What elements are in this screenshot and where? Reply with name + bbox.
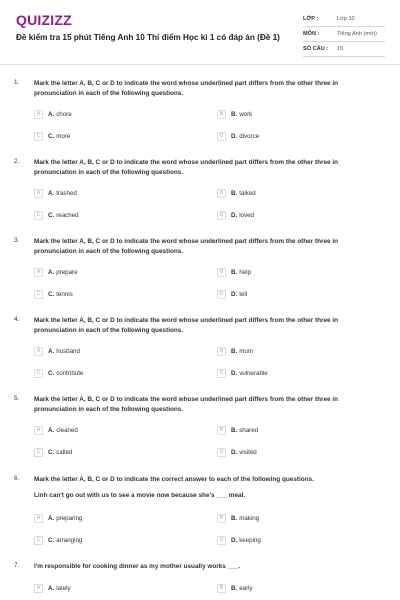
option-box[interactable]: B — [217, 110, 226, 119]
option-box[interactable]: D — [217, 536, 226, 545]
option-text: arranging — [56, 536, 83, 544]
option-b[interactable] — [217, 583, 253, 593]
option-box[interactable]: B — [217, 426, 226, 435]
meta-row-subject — [303, 27, 385, 42]
option-box[interactable]: B — [217, 189, 226, 198]
option-b[interactable] — [217, 346, 253, 356]
option-text: talked — [239, 189, 256, 197]
option-label: A. — [48, 426, 55, 434]
option-text: preparing — [56, 514, 83, 522]
option-text: early — [239, 584, 253, 592]
option-b[interactable] — [217, 188, 256, 198]
option-c[interactable] — [34, 289, 73, 299]
option-text: mum — [239, 347, 253, 355]
option-b[interactable] — [217, 109, 252, 119]
option-text: called — [56, 448, 73, 456]
option-box[interactable]: A — [34, 347, 43, 356]
option-box[interactable]: D — [217, 211, 226, 220]
option-box[interactable]: A — [34, 110, 43, 119]
document-title: Đề kiểm tra 15 phút Tiếng Anh 10 Thí điểm Học kì 1 có đáp án (Đề 1) — [16, 33, 280, 42]
option-label: B. — [231, 514, 238, 522]
option-text: divorce — [239, 132, 260, 140]
option-a[interactable] — [34, 513, 82, 523]
option-a[interactable] — [34, 188, 77, 198]
option-text: cleaned — [56, 426, 78, 434]
option-label: D. — [231, 132, 238, 140]
option-d[interactable] — [217, 131, 259, 141]
option-d[interactable] — [217, 535, 261, 545]
option-box[interactable]: D — [217, 132, 226, 141]
option-label: A. — [48, 189, 55, 197]
option-b[interactable] — [217, 513, 259, 523]
option-a[interactable] — [34, 425, 78, 435]
option-box[interactable]: A — [34, 268, 43, 277]
question-text: Mark the letter A, B, C or D to indicate the word whose underlined part differs from the other three in pronunciation in each of the following questions. — [34, 159, 339, 176]
option-label: B. — [231, 268, 238, 276]
option-box[interactable]: B — [217, 347, 226, 356]
option-label: B. — [231, 110, 238, 118]
option-a[interactable] — [34, 109, 72, 119]
option-label: D. — [231, 448, 238, 456]
option-label: C. — [48, 132, 55, 140]
option-label: D. — [231, 536, 238, 544]
header-divider — [0, 64, 400, 65]
question-number: 2. — [14, 158, 20, 165]
question-number: 3. — [14, 237, 20, 244]
option-box[interactable]: A — [34, 514, 43, 523]
option-text: chore — [56, 110, 72, 118]
option-d[interactable] — [217, 368, 268, 378]
question-number: 1. — [14, 79, 20, 86]
question-text: Mark the letter A, B, C or D to indicate the word whose underlined part differs from the other three in pronunciation in each of the following questions. — [34, 238, 339, 255]
option-text: visited — [239, 448, 257, 456]
option-b[interactable] — [217, 267, 251, 277]
question-number: 5. — [14, 395, 20, 402]
option-c[interactable] — [34, 535, 82, 545]
option-d[interactable] — [217, 210, 254, 220]
option-label: A. — [48, 584, 55, 592]
option-c[interactable] — [34, 131, 70, 141]
option-box[interactable]: C — [34, 448, 43, 457]
meta-value: 15 — [337, 46, 344, 52]
option-box[interactable]: A — [34, 426, 43, 435]
option-text: loved — [239, 211, 254, 219]
option-c[interactable] — [34, 368, 83, 378]
question-prompt: Linh can't go out with us to see a movie now because she's ___ meal. — [34, 492, 246, 499]
option-d[interactable] — [217, 289, 247, 299]
option-label: D. — [231, 290, 238, 298]
question-text: Mark the letter A, B, C or D to indicate the word whose underlined part differs from the other three in pronunciation in each of the following questions. — [34, 80, 339, 97]
question-number: 7. — [14, 562, 20, 569]
option-text: shared — [239, 426, 259, 434]
option-box[interactable]: B — [217, 584, 226, 593]
option-text: vulnerable — [239, 369, 268, 377]
meta-key: SỐ CÂU : — [303, 46, 329, 52]
question-text: Mark the letter A, B, C or D to indicate the word whose underlined part differs from the other three in pronunciation in each of the following questions. — [34, 396, 339, 413]
option-text: tennis — [56, 290, 73, 298]
option-label: C. — [48, 290, 55, 298]
option-label: A. — [48, 514, 55, 522]
option-box[interactable]: B — [217, 268, 226, 277]
option-text: tell — [239, 290, 248, 298]
option-text: contribute — [56, 369, 84, 377]
option-label: B. — [231, 347, 238, 355]
option-label: A. — [48, 347, 55, 355]
option-box[interactable]: D — [217, 369, 226, 378]
option-a[interactable] — [34, 346, 80, 356]
option-d[interactable] — [217, 447, 257, 457]
option-text: prepare — [56, 268, 78, 276]
option-text: making — [239, 514, 260, 522]
meta-row-class — [303, 12, 385, 27]
meta-row-count — [303, 42, 385, 57]
option-text: husband — [56, 347, 80, 355]
meta-key: MÔN : — [303, 31, 320, 37]
option-box[interactable]: B — [217, 514, 226, 523]
option-text: help — [239, 268, 251, 276]
option-text: keeping — [239, 536, 261, 544]
option-label: D. — [231, 211, 238, 219]
option-label: B. — [231, 189, 238, 197]
option-label: B. — [231, 584, 238, 592]
option-box[interactable]: D — [217, 290, 226, 299]
option-b[interactable] — [217, 425, 258, 435]
option-label: A. — [48, 268, 55, 276]
option-text: work — [239, 110, 253, 118]
option-label: C. — [48, 536, 55, 544]
meta-value: Tiếng Anh (mới) — [337, 31, 377, 37]
option-label: A. — [48, 110, 55, 118]
option-label: C. — [48, 211, 55, 219]
option-box[interactable]: A — [34, 189, 43, 198]
option-box[interactable]: C — [34, 132, 43, 141]
option-label: D. — [231, 369, 238, 377]
option-text: more — [56, 132, 71, 140]
option-a[interactable] — [34, 583, 71, 593]
question-text: Mark the letter A, B, C or D to indicate the correct answer to each of the following questions. — [34, 476, 314, 483]
option-box[interactable]: C — [34, 536, 43, 545]
option-c[interactable] — [34, 210, 79, 220]
option-box[interactable]: C — [34, 211, 43, 220]
meta-table — [303, 12, 385, 57]
quizizz-logo: QUIZIZZ — [16, 12, 72, 28]
option-text: lately — [56, 584, 71, 592]
question-number: 4. — [14, 316, 20, 323]
option-box[interactable]: C — [34, 290, 43, 299]
option-label: B. — [231, 426, 238, 434]
question-number: 6. — [14, 475, 20, 482]
option-box[interactable]: D — [217, 448, 226, 457]
option-box[interactable]: A — [34, 584, 43, 593]
question-text: I'm responsible for cooking dinner as my mother usually works ___. — [34, 563, 241, 570]
option-c[interactable] — [34, 447, 72, 457]
option-box[interactable]: C — [34, 369, 43, 378]
meta-value: Lớp 10 — [337, 16, 355, 22]
question-text: Mark the letter A, B, C or D to indicate the word whose underlined part differs from the other three in pronunciation in each of the following questions. — [34, 317, 339, 334]
option-a[interactable] — [34, 267, 78, 277]
option-label: C. — [48, 448, 55, 456]
option-text: reached — [56, 211, 79, 219]
meta-key: LỚP : — [303, 16, 319, 22]
option-text: trashed — [56, 189, 77, 197]
option-label: C. — [48, 369, 55, 377]
